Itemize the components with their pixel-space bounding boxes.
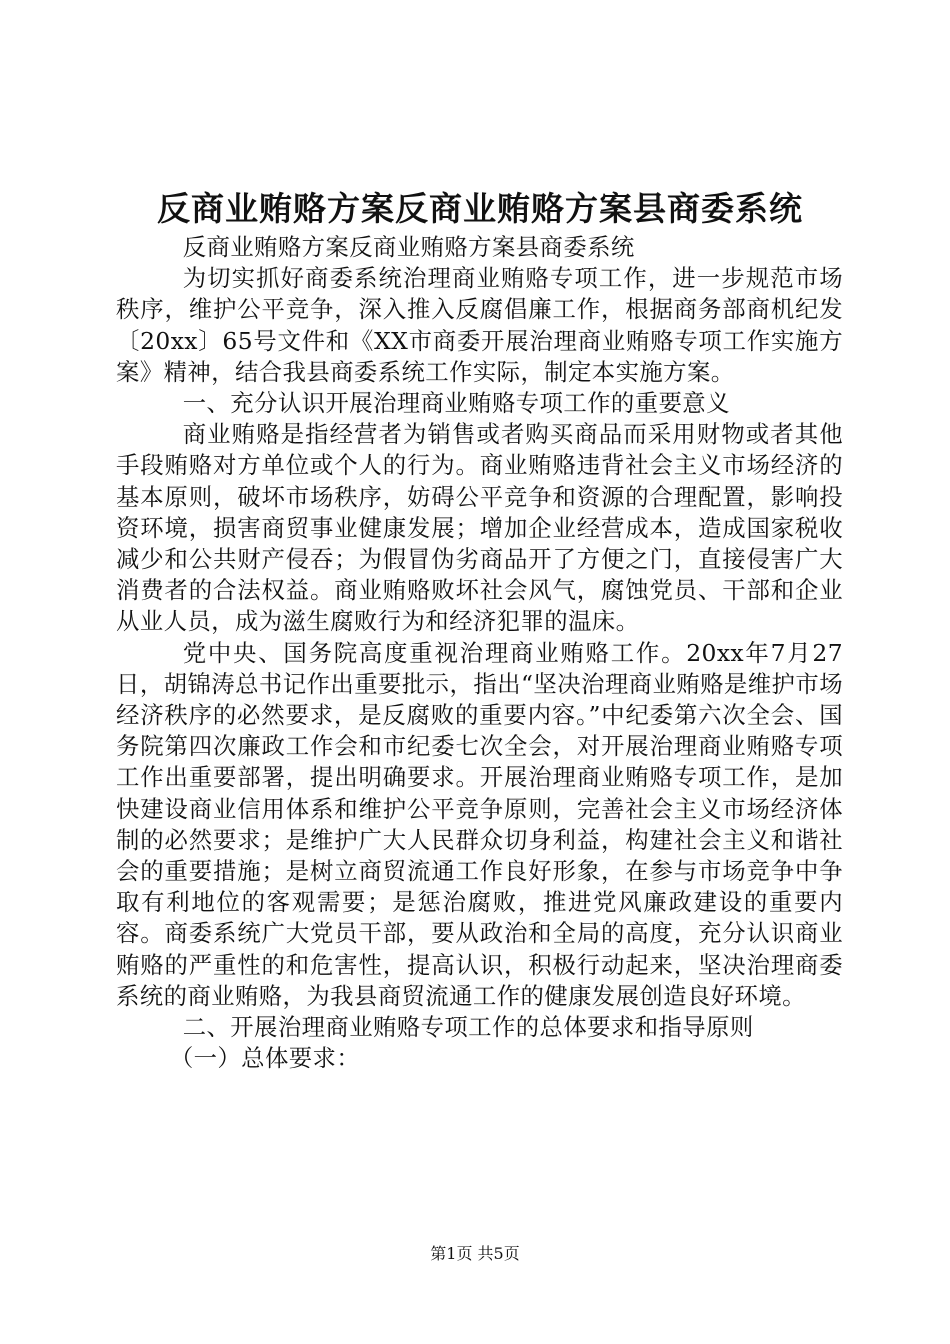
- section-heading-2: 二、开展治理商业贿赂专项工作的总体要求和指导原则: [182, 1013, 754, 1042]
- subsection-heading-1: （一）总体要求：: [169, 1044, 361, 1073]
- document-title: 反商业贿赂方案反商业贿赂方案县商委系统: [157, 189, 803, 228]
- body-paragraph-definition: 商业贿赂是指经营者为销售或者购买商品而采用财物或者其他手段贿赂对方单位或个人的行为。商业贿赂违背社会主义市场经济的基本原则，破坏市场秩序，妨碍公平竞争和资源的合理配置，影响投资环境，损害商贸事业健康发展；增加企业经营成本，造成国家税收减少和公共财产侵吞；为假冒伪劣商品开了方便之门，直接侵害广大消费者的合法权益。商业贿赂败坏社会风气，腐蚀党员、干部和企业从业人员，成为滋生腐败行为和经济犯罪的温床。: [116, 420, 843, 636]
- section-heading-1: 一、充分认识开展治理商业贿赂专项工作的重要意义: [182, 389, 730, 418]
- body-paragraph-importance: 党中央、国务院高度重视治理商业贿赂工作。20xx年7月27日，胡锦涛总书记作出重要批示，指出“坚决治理商业贿赂是维护市场经济秩序的必然要求，是反腐败的重要内容。”中纪委第六次全会、国务院第四次廉政工作会和市纪委七次全会，对开展治理商业贿赂专项工作出重要部署，提出明确要求。开展治理商业贿赂专项工作，是加快建设商业信用体系和维护公平竞争原则，完善社会主义市场经济体制的必然要求；是维护广大人民群众切身利益，构建社会主义和谐社会的重要措施；是树立商贸流通工作良好形象，在参与市场竞争中争取有利地位的客观需要；是惩治腐败，推进党风廉政建设的重要内容。商委系统广大党员干部，要从政治和全局的高度，充分认识商业贿赂的严重性的和危害性，提高认识，积极行动起来，坚决治理商委系统的商业贿赂，为我县商贸流通工作的健康发展创造良好环境。: [116, 638, 843, 1010]
- page-footer: 第1页 共5页: [430, 1244, 520, 1263]
- subtitle-paragraph: 反商业贿赂方案反商业贿赂方案县商委系统: [182, 233, 635, 261]
- document-body: [116, 232, 843, 1074]
- intro-paragraph: 为切实抓好商委系统治理商业贿赂专项工作，进一步规范市场秩序，维护公平竞争，深入推入反腐倡廉工作，根据商务部商机纪发〔20xx〕65号文件和《XX市商委开展治理商业贿赂专项工作实施方案》精神，结合我县商委系统工作实际，制定本实施方案。: [116, 264, 843, 386]
